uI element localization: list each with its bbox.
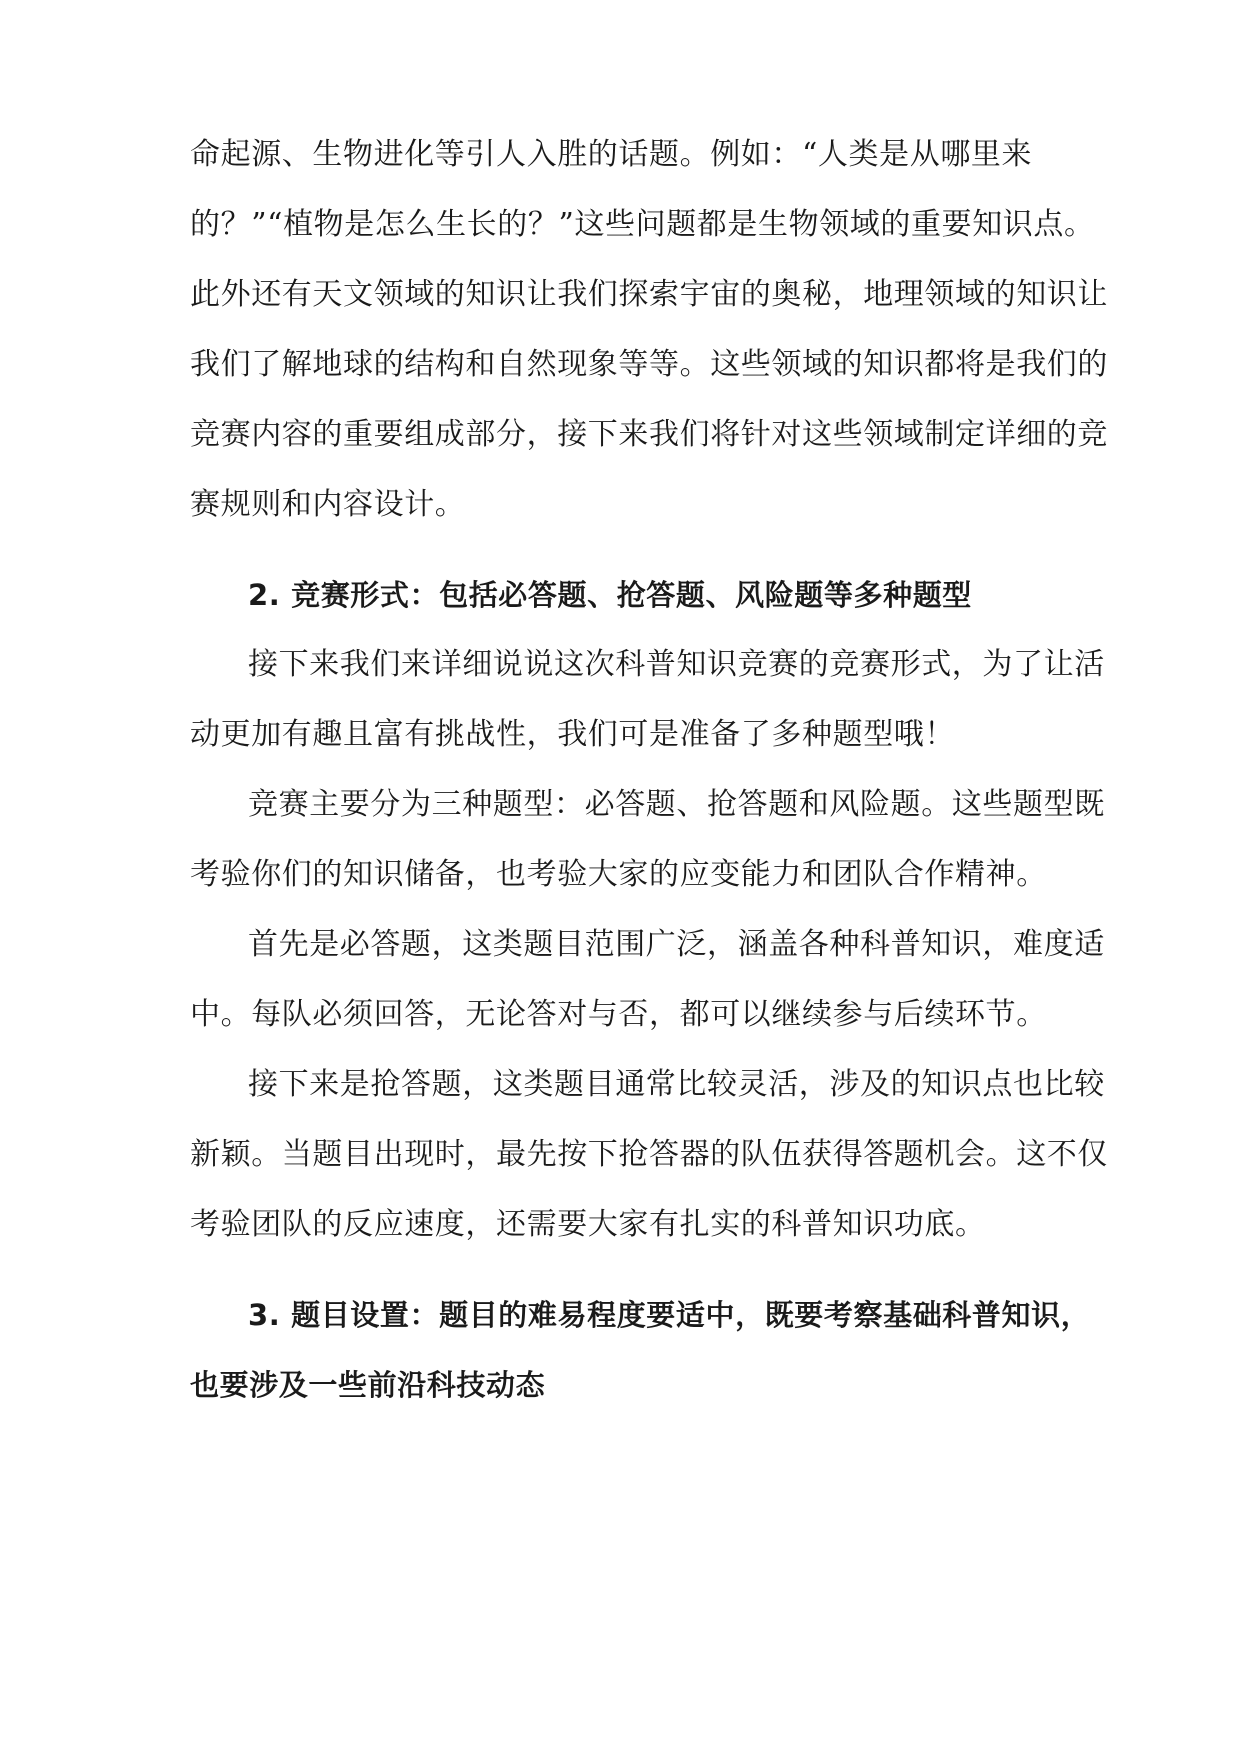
section-heading-2: 2. 竞赛形式：包括必答题、抢答题、风险题等多种题型	[248, 578, 972, 612]
paragraph-line: 动更加有趣且富有挑战性，我们可是准备了多种题型哦！	[190, 717, 955, 752]
paragraph-line: 中。每队必须回答，无论答对与否，都可以继续参与后续环节。	[190, 997, 1047, 1032]
paragraph-line: 接下来我们来详细说说这次科普知识竞赛的竞赛形式，为了让活	[248, 647, 1105, 682]
paragraph-line: 考验你们的知识储备，也考验大家的应变能力和团队合作精神。	[190, 857, 1047, 892]
paragraph-line: 命起源、生物进化等引人入胜的话题。例如：“人类是从哪里来	[190, 137, 1033, 172]
paragraph-line: 竞赛主要分为三种题型：必答题、抢答题和风险题。这些题型既	[248, 787, 1105, 822]
paragraph-line: 考验团队的反应速度，还需要大家有扎实的科普知识功底。	[190, 1207, 986, 1242]
paragraph-line: 赛规则和内容设计。	[190, 487, 466, 522]
paragraph-line: 我们了解地球的结构和自然现象等等。这些领域的知识都将是我们的	[190, 347, 1108, 382]
paragraph-line: 竞赛内容的重要组成部分，接下来我们将针对这些领域制定详细的竞	[190, 417, 1108, 452]
paragraph-line: 此外还有天文领域的知识让我们探索宇宙的奥秘，地理领域的知识让	[190, 277, 1108, 312]
section-heading-3: 3. 题目设置：题目的难易程度要适中，既要考察基础科普知识，	[248, 1298, 1091, 1332]
paragraph-line: 的？”“植物是怎么生长的？”这些问题都是生物领域的重要知识点。	[190, 207, 1095, 242]
paragraph-line: 接下来是抢答题，这类题目通常比较灵活，涉及的知识点也比较	[248, 1067, 1105, 1102]
paragraph-line: 首先是必答题，这类题目范围广泛，涵盖各种科普知识，难度适	[248, 927, 1105, 962]
paragraph-line: 新颖。当题目出现时，最先按下抢答器的队伍获得答题机会。这不仅	[190, 1137, 1108, 1172]
section-heading-3-continued: 也要涉及一些前沿科技动态	[190, 1368, 546, 1402]
